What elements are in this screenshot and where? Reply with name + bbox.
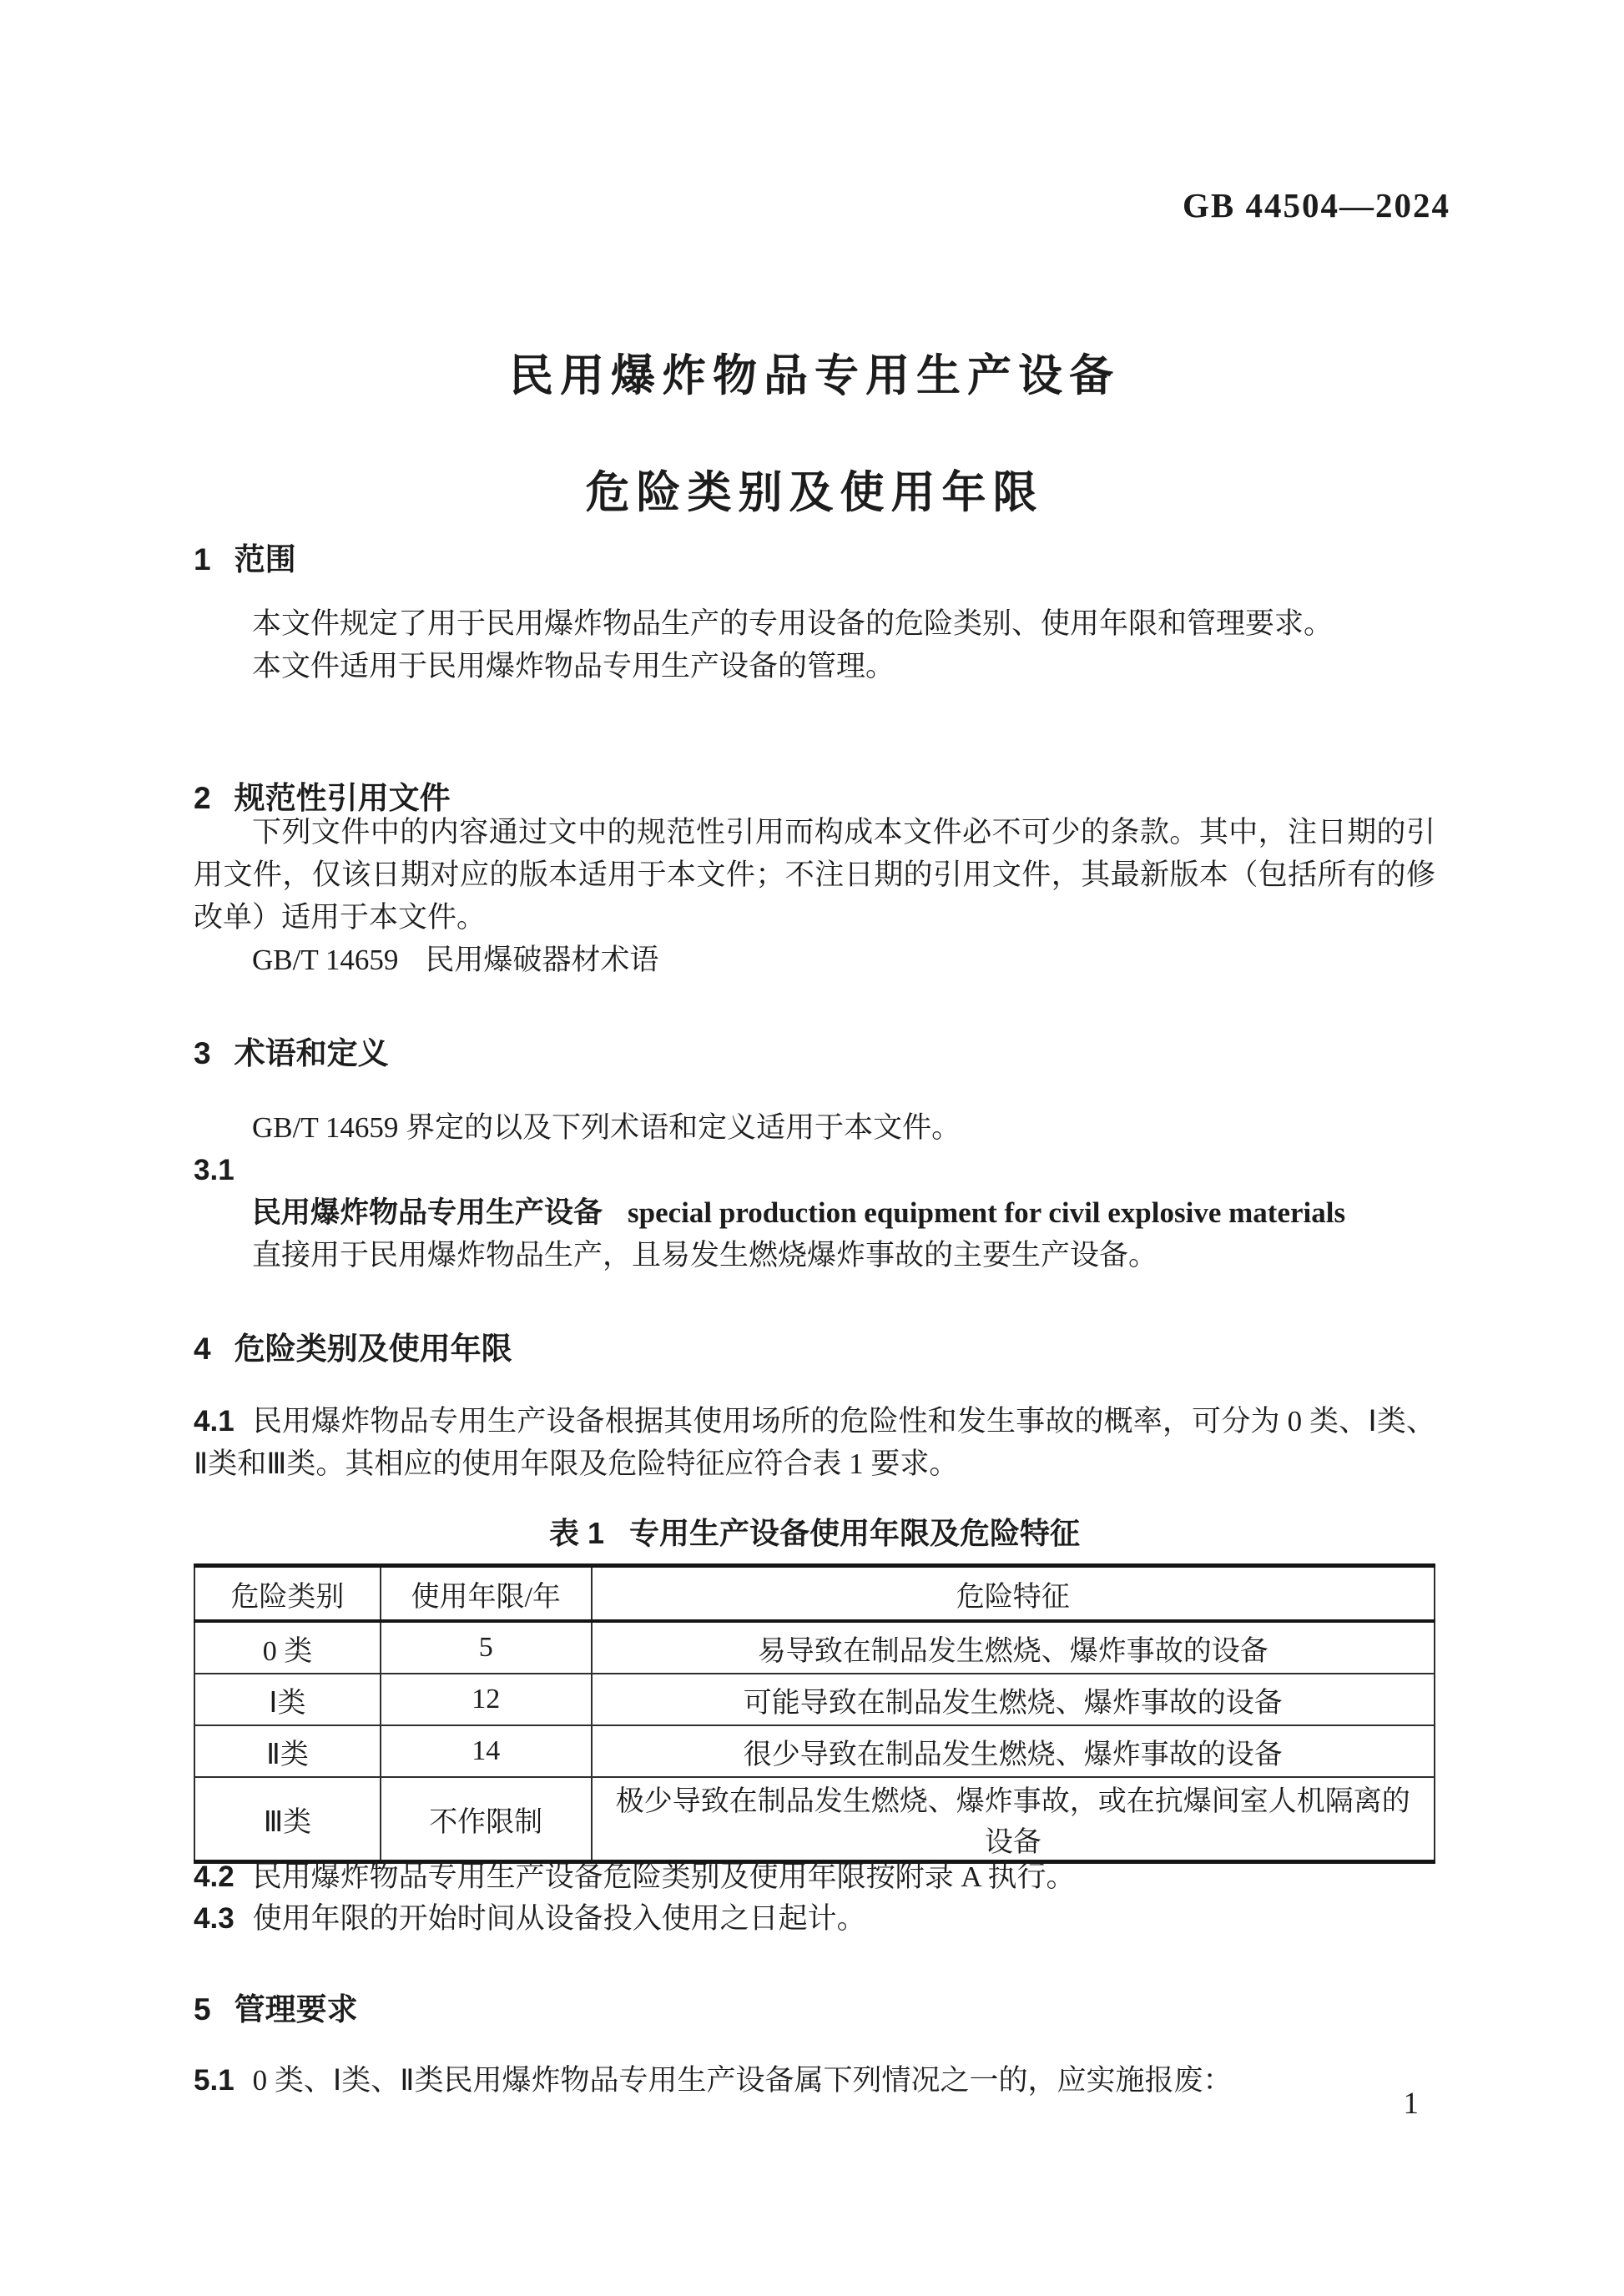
clause-4-3 — [194, 1897, 1435, 1940]
clause-text: 0 类、Ⅰ类、Ⅱ类民用爆炸物品专用生产设备属下列情况之一的，应实施报废： — [252, 2064, 1233, 2097]
clause-text: 使用年限的开始时间从设备投入使用之日起计。 — [252, 1902, 866, 1935]
table-header — [194, 1566, 1435, 1622]
section-5-title: 管理要求 — [234, 1992, 358, 2027]
clause-number: 5.1 — [194, 2064, 235, 2097]
table-row — [194, 1621, 1435, 1674]
section-4-heading — [194, 1323, 1435, 1368]
cell-hazard-feature: 易导致在制品发生燃烧、爆炸事故的设备 — [592, 1621, 1435, 1674]
paragraph: 本文件规定了用于民用爆炸物品生产的专用设备的危险类别、使用年限和管理要求。 — [252, 607, 1334, 640]
paragraph: GB/T 14659 界定的以及下列术语和定义适用于本文件。 — [252, 1111, 961, 1144]
term-entry — [194, 1191, 1435, 1234]
section-3-heading — [194, 1028, 1435, 1073]
section-2-number: 2 — [194, 781, 211, 815]
section-1-number: 1 — [194, 542, 211, 577]
cell-hazard-feature: 很少导致在制品发生燃烧、爆炸事故的设备 — [592, 1725, 1435, 1777]
doc-title-line2: 危险类别及使用年限 — [585, 468, 1044, 517]
clause-4-2 — [194, 1855, 1435, 1898]
section-3-title: 术语和定义 — [234, 1036, 389, 1070]
table-1-hazard-classes — [194, 1563, 1435, 1864]
reference-title: 民用爆破器材术语 — [425, 944, 659, 976]
paragraph — [194, 1400, 1435, 1485]
cell-hazard-class: Ⅲ类 — [194, 1777, 381, 1862]
clause-number: 4.2 — [194, 1860, 235, 1893]
reference-code: GB/T 14659 — [252, 944, 399, 976]
section-2-title: 规范性引用文件 — [234, 781, 451, 815]
standard-code: GB 44504—2024 — [1183, 186, 1450, 224]
clause-4-1 — [194, 1400, 1435, 1485]
column-header-service-life: 使用年限/年 — [381, 1566, 592, 1622]
column-header-hazard-feature: 危险特征 — [592, 1566, 1435, 1622]
table-row — [194, 1674, 1435, 1725]
section-5-heading — [194, 1984, 1435, 2029]
paragraph — [194, 1855, 1435, 1898]
term-definition: 直接用于民用爆炸物品生产，且易发生燃烧爆炸事故的主要生产设备。 — [252, 1239, 1158, 1271]
cell-hazard-feature: 可能导致在制品发生燃烧、爆炸事故的设备 — [592, 1674, 1435, 1725]
section-1-heading — [194, 534, 1435, 579]
table-row — [194, 1725, 1435, 1777]
section-1-title: 范围 — [234, 542, 296, 577]
paragraph: 下列文件中的内容通过文中的规范性引用而构成本文件必不可少的条款。其中，注日期的引用文件，仅该日期对应的版本适用于本文件；不注日期的引用文件，其最新版本（包括所有的修改单）适用于本文件。 — [194, 816, 1435, 934]
cell-service-life: 12 — [381, 1674, 592, 1725]
cell-service-life: 5 — [381, 1621, 592, 1674]
table-caption-label: 表 1 — [548, 1516, 604, 1550]
clause-number: 4.3 — [194, 1902, 235, 1935]
section-4-number: 4 — [194, 1332, 211, 1366]
term-english: special production equipment for civil explosive materials — [628, 1196, 1346, 1229]
section-3-number: 3 — [194, 1036, 211, 1070]
paragraph — [194, 1897, 1435, 1940]
section-4-title: 危险类别及使用年限 — [234, 1332, 512, 1366]
cell-hazard-class: Ⅱ类 — [194, 1725, 381, 1777]
paragraph: 本文件适用于民用爆炸物品专用生产设备的管理。 — [252, 650, 895, 682]
column-header-hazard-class: 危险类别 — [194, 1566, 381, 1622]
section-3-body — [194, 1106, 1435, 1276]
clause-text: 民用爆炸物品专用生产设备根据其使用场所的危险性和发生事故的概率，可分为 0 类、Ⅰ类、Ⅱ类和Ⅲ类。其相应的使用年限及危险特征应符合表 1 要求。 — [194, 1405, 1435, 1480]
term-chinese: 民用爆炸物品专用生产设备 — [252, 1196, 603, 1229]
cell-hazard-class: Ⅰ类 — [194, 1674, 381, 1725]
cell-hazard-feature: 极少导致在制品发生燃烧、爆炸事故，或在抗爆间室人机隔离的设备 — [592, 1777, 1435, 1862]
section-1-body — [194, 602, 1435, 687]
cell-hazard-class: 0 类 — [194, 1621, 381, 1674]
section-2-body — [194, 811, 1435, 981]
cell-service-life: 14 — [381, 1725, 592, 1777]
term-number: 3.1 — [194, 1154, 235, 1186]
doc-title-line1: 民用爆炸物品专用生产设备 — [509, 351, 1120, 400]
normative-reference — [194, 939, 1435, 981]
table-row — [194, 1777, 1435, 1862]
table-caption-title: 专用生产设备使用年限及危险特征 — [629, 1516, 1081, 1550]
clause-number: 4.1 — [194, 1405, 235, 1438]
page-number: 1 — [1403, 2087, 1419, 2121]
table-1-caption — [194, 1510, 1435, 1553]
table-header-row — [194, 1566, 1435, 1622]
clause-text: 民用爆炸物品专用生产设备危险类别及使用年限按附录 A 执行。 — [252, 1860, 1076, 1893]
cell-service-life: 不作限制 — [381, 1777, 592, 1862]
section-5-number: 5 — [194, 1992, 211, 2027]
